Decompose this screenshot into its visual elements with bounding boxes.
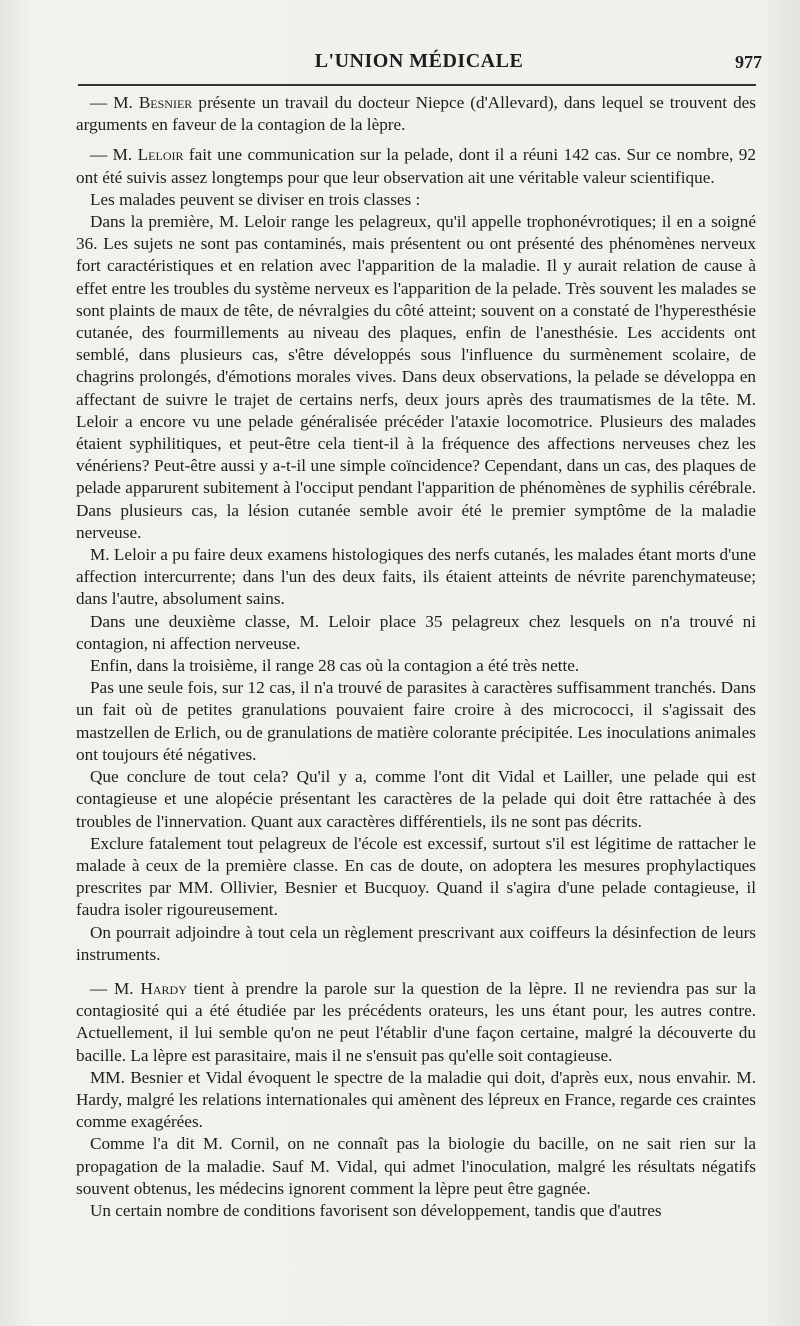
paragraph-leloir: — M. Leloir fait une communication sur la pelade, dont il a réuni 142 cas. Sur ce nombre, 92 ont été suivis assez longtemps pour que leur observation ait une véritable valeur scientifique. (76, 145, 756, 187)
speaker-name: Leloir (137, 145, 184, 165)
paragraph: Comme l'a dit M. Cornil, on ne connaît pas la biologie du bacille, on ne sait rien sur la propagation de la maladie. Sauf M. Vidal, qui admet l'inoculation, malgré les résultats négatifs souvent obtenus, les médecins ignorent comment la lèpre peut être gagnée. (76, 1134, 756, 1198)
paragraph: Pas une seule fois, sur 12 cas, il n'a trouvé de parasites à caractères suffisamment tranchés. Dans un fait où de petites granulations pouvaient faire croire à des micrococci, il s'agissait des mastzellen de Erlich, ou de granulations de matière colorante précipitée. Les inoculations animales ont toujours été négatives. (76, 678, 756, 764)
paragraph: Que conclure de tout cela? Qu'il y a, comme l'ont dit Vidal et Lailler, une pelade qui est contagieuse et une alopécie présentant les caractères de la pelade qui doit être rattachée à des troubles de l'innervation. Quant aux caractères différentiels, ils ne sont pas décrits. (76, 767, 756, 831)
paragraph: Les malades peuvent se diviser en trois classes : (90, 189, 421, 209)
paragraph: Un certain nombre de conditions favorisent son développement, tandis que d'autres (90, 1200, 662, 1220)
speaker-name: Hardy (140, 978, 187, 998)
paragraph: Dans une deuxième classe, M. Leloir place 35 pelagreux chez lesquels on n'a trouvé ni contagion, ni affection nerveuse. (76, 611, 756, 653)
paragraph-besnier: — M. Besnier présente un travail du docteur Niepce (d'Allevard), dans lequel se trouvent des arguments en faveur de la contagion de la lèpre. (76, 93, 756, 135)
header-rule (78, 84, 756, 86)
paragraph: M. Leloir a pu faire deux examens histologiques des nerfs cutanés, les malades étant morts d'une affection intercurrente; dans l'un des deux faits, ils étaient atteints de névrite parenchymateuse; dans l'autre, absolument sains. (76, 545, 756, 609)
paragraph-hardy: — M. Hardy tient à prendre la parole sur la question de la lèpre. Il ne reviendra pas sur la contagiosité qui a été étudiée par les précédents orateurs, les uns étant pour, les autres contre. Actuellement, il lui semble qu'on ne peut l'établir d'une façon certaine, malgré la découverte du bacille. La lèpre est parasitaire, mais il ne s'ensuit pas qu'elle soit contagieuse. (76, 978, 756, 1065)
page-header (76, 44, 762, 78)
speaker-name: Besnier (138, 93, 193, 112)
paragraph: Dans la première, M. Leloir range les pelagreux, qu'il appelle trophonévrotiques; il en a soigné 36. Les sujets ne sont pas contaminés, mais présentent ou ont présenté des phénomènes nerveux fort caractéristiques et en relation avec l'apparition de la maladie. Il y aurait relation de cause à effet entre les troubles du système nerveux es l'apparition de la pelade. Très souvent les malades se sont plaints de maux de tête, de névralgies du côté atteint; souvent on a constaté de l'hyperesthésie cutanée, des fourmillements au niveau des plaques, enfin de l'anesthésie. Les accidents ont semblé, dans plusieurs cas, s'être développés sous l'influence du surmènement scolaire, de chagrins prolongés, d'émotions morales vives. Dans deux observations, la pelade se développa en affectant de suivre le trajet de certains nerfs, deux jours après des traumatismes de la tête. M. Leloir a encore vu une pelade généralisée précéder l'ataxie locomotrice. Plusieurs des malades étaient syphilitiques, et peut-être cela tient-il à la fréquence des affections nerveuses chez les vénériens? Peut-être aussi y a-t-il une simple coïncidence? Cependant, dans un cas, des plaques de pelade apparurent subitement à l'occiput pendant l'apparition de phénomènes de syphilis cérébrale. Dans plusieurs cas, la lésion cutanée semble avoir été le premier symptôme de la maladie nerveuse. (76, 212, 756, 542)
article-body (76, 92, 756, 1222)
paragraph: Enfin, dans la troisième, il range 28 cas où la contagion a été très nette. (90, 656, 580, 676)
paragraph: On pourrait adjoindre à tout cela un règlement prescrivant aux coiffeurs la désinfection de leurs instruments. (76, 922, 756, 964)
paragraph: Exclure fatalement tout pelagreux de l'école est excessif, surtout s'il est légitime de rattacher le malade à ceux de la première classe. En cas de doute, on adoptera les mesures prophylactiques prescrites par MM. Ollivier, Besnier et Bucquoy. Quand il s'agira d'une pelade contagieuse, il faudra isoler rigoureusement. (76, 833, 756, 920)
running-title: L'UNION MÉDICALE (314, 50, 524, 72)
paragraph: MM. Besnier et Vidal évoquent le spectre de la maladie qui doit, d'après eux, nous envahir. M. Hardy, malgré les relations internationales qui amènent des lépreux en France, regarde ces craintes comme exagérées. (76, 1067, 756, 1132)
page-number: 977 (735, 52, 762, 72)
